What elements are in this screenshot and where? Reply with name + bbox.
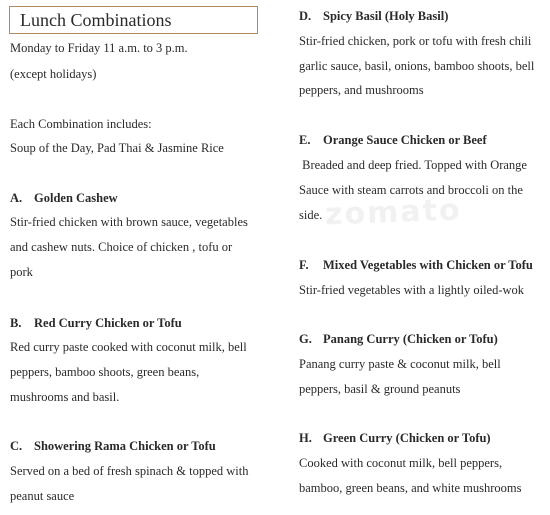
item-desc: and cashew nuts. Choice of chicken , tofu or [10, 240, 233, 254]
item-letter: F. [299, 258, 309, 272]
item-desc: peanut sauce [10, 489, 75, 503]
item-name: Red Curry Chicken or Tofu [34, 316, 182, 330]
item-letter: D. [299, 9, 312, 23]
item-desc: Served on a bed of fresh spinach & topped with [10, 464, 249, 478]
item-desc: peppers, basil & ground peanuts [299, 382, 461, 396]
item-heading [299, 257, 533, 273]
item-desc: peppers, bamboo shoots, green beans, [10, 365, 200, 379]
item-heading [299, 331, 498, 347]
item-heading [10, 438, 216, 454]
item-heading [299, 8, 448, 24]
item-desc: Sauce with steam carrots and broccoli on the [299, 183, 523, 197]
item-desc: Stir-fried chicken with brown sauce, vegetables [10, 215, 248, 229]
item-name: Orange Sauce Chicken or Beef [323, 133, 487, 147]
item-letter: C. [10, 439, 23, 453]
item-letter: A. [10, 191, 23, 205]
item-name: Golden Cashew [34, 191, 118, 205]
menu-title: Lunch Combinations [9, 6, 258, 34]
item-desc: side. [299, 208, 323, 222]
item-desc: Cooked with coconut milk, bell peppers, [299, 456, 503, 470]
item-letter: E. [299, 133, 311, 147]
item-desc: garlic sauce, basil, onions, bamboo shoots, bell [299, 59, 535, 73]
item-desc: mushrooms and basil. [10, 390, 120, 404]
includes-line-1: Each Combination includes: [10, 117, 152, 131]
watermark: zomato [324, 192, 463, 233]
item-desc: Stir-fried vegetables with a lightly oiled-wok [299, 283, 525, 297]
includes-line-2: Soup of the Day, Pad Thai & Jasmine Rice [10, 141, 224, 155]
item-desc: pork [10, 265, 33, 279]
item-name: Spicy Basil (Holy Basil) [323, 9, 449, 23]
item-name: Mixed Vegetables with Chicken or Tofu [323, 258, 533, 272]
item-letter: G. [299, 332, 312, 346]
item-name: Green Curry (Chicken or Tofu) [323, 431, 491, 445]
item-name: Showering Rama Chicken or Tofu [34, 439, 216, 453]
item-heading [10, 315, 182, 331]
item-letter: H. [299, 431, 312, 445]
item-desc: Breaded and deep fried. Topped with Orange [299, 158, 527, 172]
item-heading [299, 430, 491, 446]
schedule-line-2: (except holidays) [10, 67, 97, 81]
item-desc: Stir-fried chicken, pork or tofu with fresh chili [299, 34, 532, 48]
item-heading [10, 190, 118, 206]
item-desc: bamboo, green beans, and white mushrooms [299, 481, 522, 495]
schedule-line-1: Monday to Friday 11 a.m. to 3 p.m. [10, 41, 188, 55]
item-letter: B. [10, 316, 22, 330]
item-name: Panang Curry (Chicken or Tofu) [323, 332, 498, 346]
item-heading [299, 132, 487, 148]
item-desc: peppers, and mushrooms [299, 83, 424, 97]
item-desc: Panang curry paste & coconut milk, bell [299, 357, 501, 371]
item-desc: Red curry paste cooked with coconut milk, bell [10, 340, 247, 354]
